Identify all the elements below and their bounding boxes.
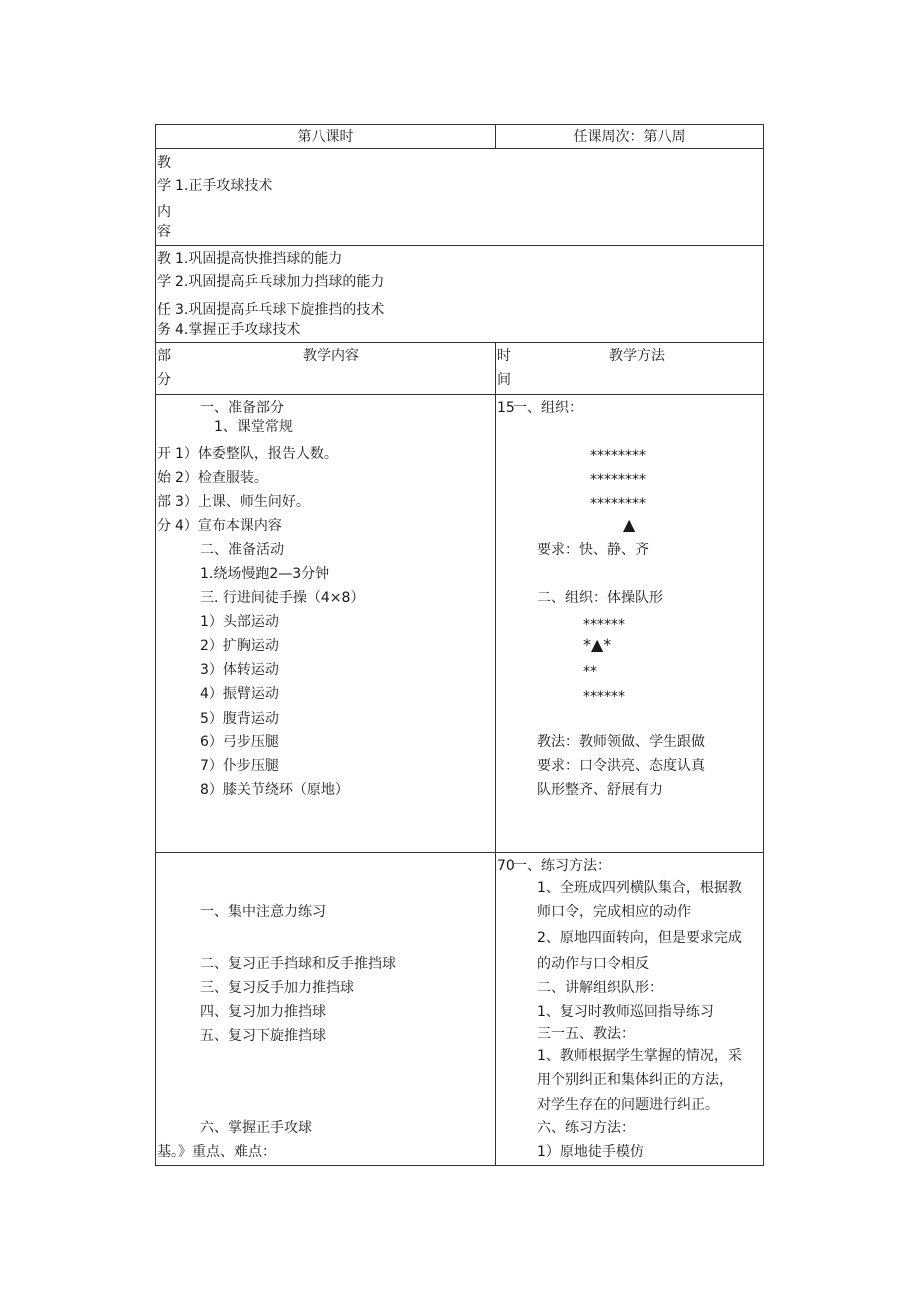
formation-row: ******** [590, 496, 646, 512]
section2-method-line: 2、原地四面转向，但是要求完成 [537, 930, 742, 946]
formation-row: ****** [583, 617, 625, 633]
content-column-header: 教学内容 [303, 348, 359, 364]
section1-content-line: 1）头部运动 [200, 614, 279, 630]
row-divider-section [155, 852, 764, 853]
part-header-char: 部 [157, 348, 171, 364]
start-part-label-char: 分 [157, 518, 171, 534]
section2-content-line: 六、掌握正手攻球 [200, 1120, 312, 1136]
start-part-label-char: 开 [157, 446, 171, 462]
tasks-label-char: 教 [157, 251, 171, 267]
section2-method-line: 六、练习方法： [537, 1120, 635, 1136]
task-item: 3.巩固提高乒乓球下旋推挡的技术 [175, 302, 385, 318]
section1-method-line: 教法：教师领做、学生跟做 [537, 734, 705, 750]
row-divider-header [155, 148, 764, 149]
task-item: 1.巩固提高快推挡球的能力 [175, 251, 343, 267]
section2-content-line: 三、复习反手加力推挡球 [200, 980, 354, 996]
section1-method-line: 要求：口令洪亮、态度认真 [537, 758, 705, 774]
section2-content-line: 基。》重点、难点： [157, 1144, 276, 1160]
start-part-label-char: 始 [157, 470, 171, 486]
section1-content-line: 一、准备部分 [200, 400, 284, 416]
section1-content-line: 2）扩胸运动 [200, 638, 279, 654]
content-label-char: 学 [157, 178, 171, 194]
row-divider-col-headers [155, 394, 764, 395]
content-label-char: 内 [157, 204, 171, 220]
tasks-label-char: 务 [157, 322, 171, 338]
teaching-week: 任课周次：第八周 [573, 129, 686, 145]
section2-method-line: 1、教师根据学生掌握的情况，采 [537, 1048, 742, 1064]
section2-method-line: 1、全班成四列横队集合，根据教 [537, 880, 742, 896]
task-item: 4.掌握正手攻球技术 [175, 322, 301, 338]
section2-content-line: 四、复习加力推挡球 [200, 1004, 326, 1020]
section1-content-line: 7）仆步压腿 [200, 758, 279, 774]
section1-content-line: 8）膝关节绕环（原地） [200, 782, 349, 798]
section1-method-line: 二、组织：体操队形 [537, 590, 663, 606]
section2-method-line: 的动作与口令相反 [537, 956, 649, 972]
time-header-char: 间 [497, 372, 511, 388]
method-column-header: 教学方法 [609, 348, 665, 364]
section1-content-line: 1、课堂常规 [214, 419, 293, 435]
section1-method-line: 要求：快、静、齐 [537, 542, 649, 558]
row-divider-content [155, 245, 764, 246]
section1-content-line: 4）宣布本课内容 [175, 518, 282, 534]
tasks-label-char: 任 [157, 302, 171, 318]
content-label-char: 容 [157, 224, 171, 240]
section1-content-line: 1.绕场慢跑2—3分钟 [200, 566, 330, 582]
part-header-char: 分 [157, 372, 171, 388]
section1-content-line: 3）体转运动 [200, 662, 279, 678]
formation-row-teacher: *▲* [583, 635, 612, 654]
tasks-label-char: 学 [157, 274, 171, 290]
formation-row: ** [583, 664, 597, 680]
section1-content-line: 三. 行进间徒手操（4×8） [200, 590, 365, 606]
section1-content-line: 1）体委整队，报告人数。 [175, 446, 338, 462]
section2-method-line: 1）原地徒手模仿 [537, 1144, 644, 1160]
section2-content-line: 五、复习下旋推挡球 [200, 1028, 326, 1044]
section2-method-line: 用个别纠正和集体纠正的方法， [537, 1072, 733, 1088]
lesson-number: 第八课时 [297, 129, 354, 145]
teaching-content-text: 1.正手攻球技术 [175, 178, 273, 194]
formation-row: ******** [590, 448, 646, 464]
section1-content-line: 3）上课、师生问好。 [175, 494, 310, 510]
section1-method-line: 一、组织： [513, 400, 583, 416]
formation-row: ****** [583, 689, 625, 705]
content-label-char: 教 [157, 155, 171, 171]
section2-method-line: 一、练习方法： [513, 858, 611, 874]
section2-content-line: 一、集中注意力练习 [200, 904, 326, 920]
section2-method-line: 1、复习时教师巡回指导练习 [537, 1004, 714, 1020]
section1-content-line: 二、准备活动 [200, 542, 284, 558]
section2-method-line: 二、讲解组织队形： [537, 980, 663, 996]
section1-content-line: 2）检查服装。 [175, 470, 268, 486]
section1-method-line: 队形整齐、舒展有力 [537, 782, 663, 798]
section2-time: 70 [497, 858, 515, 874]
time-header-char: 时 [497, 348, 511, 364]
task-item: 2.巩固提高乒乓球加力挡球的能力 [175, 274, 385, 290]
section2-content-line: 二、复习正手挡球和反手推挡球 [200, 956, 396, 972]
col-divider-main [495, 342, 496, 1166]
section1-content-line: 5）腹背运动 [200, 711, 279, 727]
section2-method-line: 师口令，完成相应的动作 [537, 904, 691, 920]
section1-time: 15 [497, 400, 515, 416]
section1-content-line: 6）弓步压腿 [200, 734, 279, 750]
section2-method-line: 三一五、教法： [537, 1026, 635, 1042]
start-part-label-char: 部 [157, 494, 171, 510]
row-divider-tasks [155, 342, 764, 343]
section2-method-line: 对学生存在的问题进行纠正。 [537, 1097, 719, 1113]
section1-content-line: 4）振臂运动 [200, 686, 279, 702]
formation-row: ******** [590, 472, 646, 488]
teacher-triangle-icon: ▲ [623, 515, 636, 534]
